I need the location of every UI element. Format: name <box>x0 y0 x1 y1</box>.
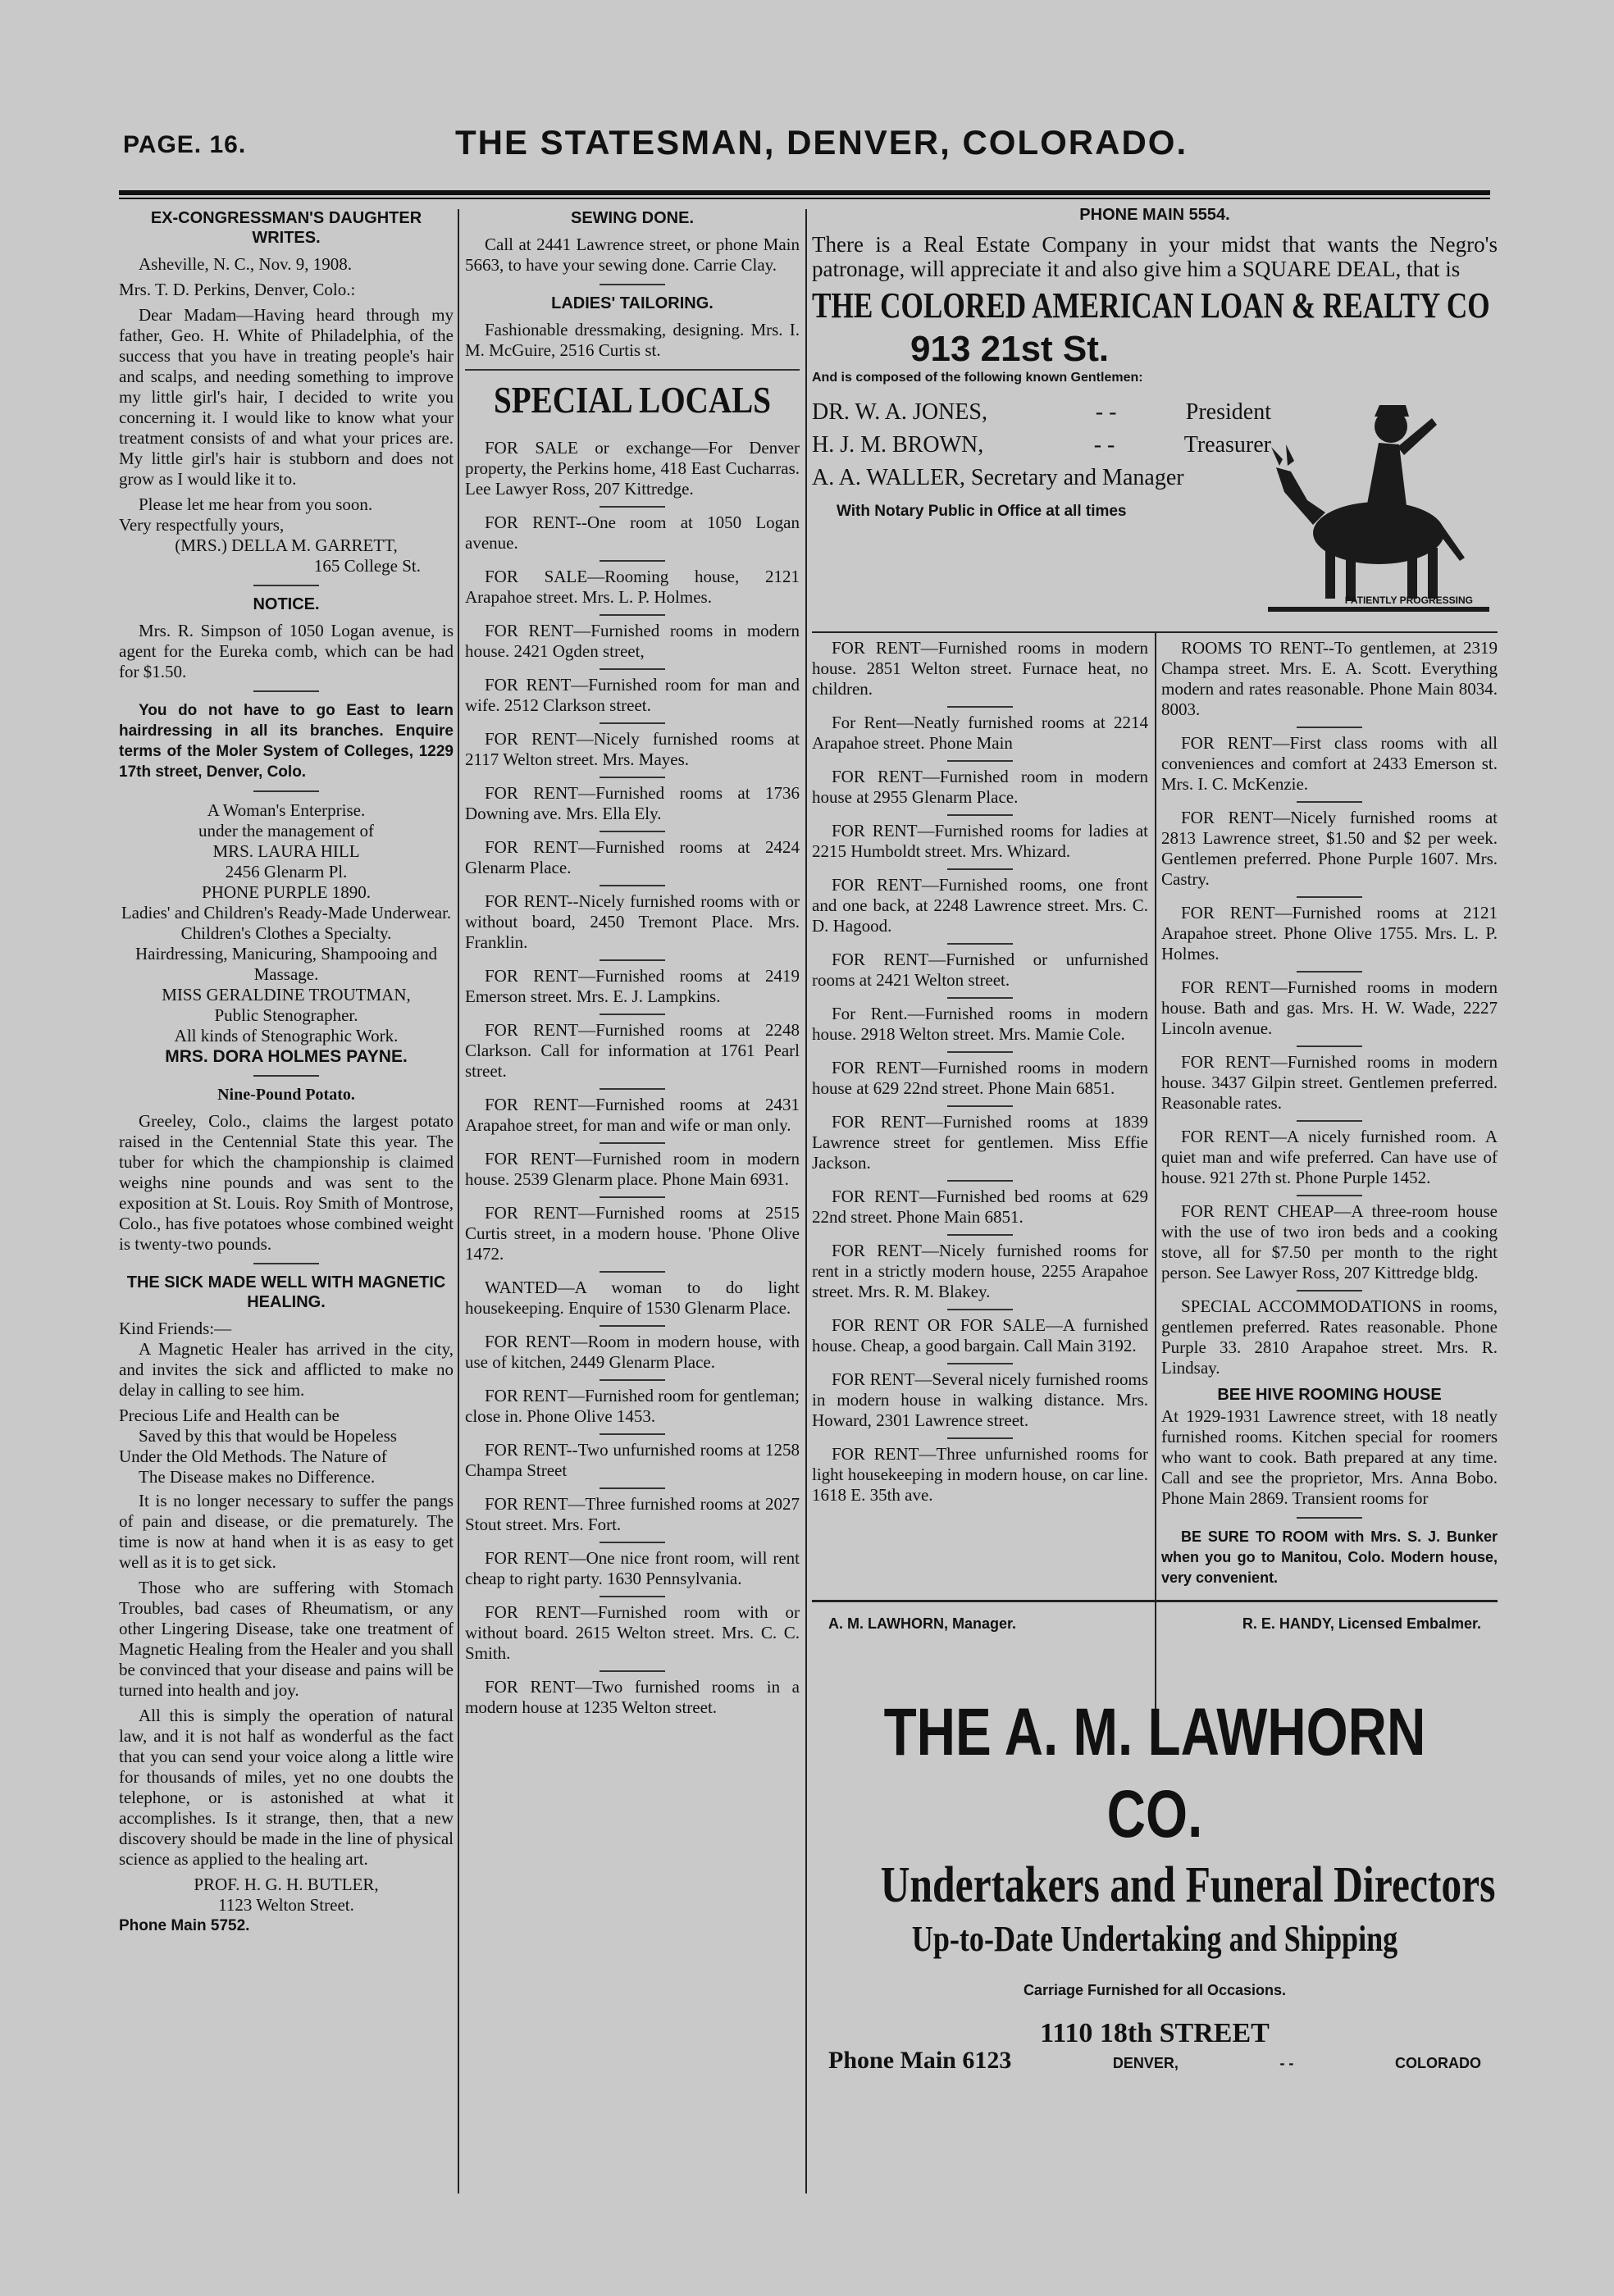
donkey-rider-icon <box>1268 369 1489 615</box>
letter-addressee: Mrs. T. D. Perkins, Denver, Colo.: <box>119 280 356 299</box>
emblem-caption: PATIENTLY PROGRESSING <box>1344 594 1473 606</box>
divider <box>1297 727 1362 728</box>
divider <box>947 1105 1013 1107</box>
divider <box>600 831 665 832</box>
enterprise-line: Ladies' and Children's Ready-Made Underwear. <box>121 903 452 922</box>
column-divider-1 <box>458 209 459 2194</box>
realty-address: 913 21st St. <box>910 329 1110 369</box>
divider <box>947 1234 1013 1236</box>
classified-ads-column-3 <box>812 638 1148 1595</box>
classified-ad: FOR RENT—Furnished rooms at 1736 Downing ave. Mrs. Ella Ely. <box>465 783 800 823</box>
divider <box>600 560 665 562</box>
divider <box>1297 971 1362 973</box>
lawhorn-manager: A. M. LAWHORN, Manager. <box>828 1615 1017 1632</box>
realty-advertisement <box>812 205 1498 631</box>
columns-3-4 <box>812 205 1498 2198</box>
divider <box>600 959 665 961</box>
sick-verse: Under the Old Methods. The Nature of <box>119 1446 387 1466</box>
lawhorn-city: DENVER, <box>1112 2055 1179 2071</box>
beehive-body: At 1929-1931 Lawrence street, with 18 neatly furnished rooms. Kitchen special for roomers who want to cook. Bath prepared at any time. Call and see the proprietor, Mrs. Anna Bobo. Phone Main 2869. Transient rooms for <box>1161 1406 1498 1508</box>
lawhorn-dashes: - - <box>1279 2055 1294 2071</box>
divider <box>947 760 1013 762</box>
sewing-heading: SEWING DONE. <box>570 209 694 227</box>
divider <box>600 1596 665 1597</box>
classified-ad: FOR RENT—Furnished rooms at 2431 Arapahoe street, for man and wife or man only. <box>465 1095 800 1135</box>
bunker-ad: BE SURE TO ROOM with Mrs. S. J. Bunker when you go to Manitou, Colo. Modern house, very convenient. <box>1161 1528 1498 1586</box>
letter-dateline: Asheville, N. C., Nov. 9, 1908. <box>139 254 352 274</box>
enterprise-line: PHONE PURPLE 1890. <box>202 882 371 902</box>
letter-signer-address: 165 College St. <box>313 556 421 576</box>
classified-ad: FOR RENT—Furnished rooms in modern house. Bath and gas. Mrs. H. W. Wade, 2227 Lincoln avenue. <box>1161 977 1498 1038</box>
classified-ad: FOR RENT—Nicely furnished rooms for rent in a strictly modern house, 2255 Arapahoe street. Mrs. R. M. Blakey. <box>812 1241 1148 1301</box>
column-divider-2 <box>805 209 807 2194</box>
divider <box>600 1196 665 1198</box>
divider <box>253 1263 319 1264</box>
enterprise-line: MISS GERALDINE TROUTMAN, <box>162 985 411 1004</box>
divider <box>947 997 1013 999</box>
enterprise-line: Children's Clothes a Specialty. <box>180 923 392 943</box>
classified-ad: FOR RENT—Furnished rooms, one front and one back, at 2248 Lawrence street. Mrs. C. D. Hagood. <box>812 875 1148 936</box>
classified-ad: FOR RENT—Furnished rooms at 2121 Arapahoe street. Phone Olive 1755. Mrs. L. P. Holmes. <box>1161 903 1498 963</box>
divider <box>1297 801 1362 803</box>
divider <box>1297 1195 1362 1196</box>
notice-heading: NOTICE. <box>253 595 320 613</box>
classified-ad: For Rent.—Furnished rooms in modern house. 2918 Welton street. Mrs. Mamie Cole. <box>812 1004 1148 1044</box>
sick-paragraph: It is no longer necessary to suffer the pangs of pain and disease, or die prematurely. The time is now at hand when it is as easy to get well as it is to get sick. <box>119 1491 454 1572</box>
rental-columns <box>812 638 1498 1595</box>
potato-body: Greeley, Colo., claims the largest potato raised in the Centennial State this year. The tuber for which the championship is claimed weighs nine pounds and was sent to the exposition at St. Louis. Roy Smith of Montrose, Colo., has five potatoes whose combined weight is twenty-two pounds. <box>119 1111 454 1254</box>
enterprise-line: Public Stenographer. <box>214 1005 358 1025</box>
potato-heading: Nine-Pound Potato. <box>217 1086 355 1104</box>
classified-ad: FOR RENT—Furnished rooms at 2419 Emerson street. Mrs. E. J. Lampkins. <box>465 966 800 1006</box>
classified-ad: FOR RENT—A nicely furnished room. A quiet man and wife preferred. Can have use of house. 921 27th st. Phone Purple 1452. <box>1161 1127 1498 1187</box>
classified-ad: FOR RENT—Room in modern house, with use of kitchen, 2449 Glenarm Place. <box>465 1332 800 1372</box>
lawhorn-carriage: Carriage Furnished for all Occasions. <box>1023 1982 1287 1998</box>
officer-name: A. A. WALLER, Secretary and Manager <box>812 465 1184 490</box>
sick-signer: PROF. H. G. H. BUTLER, <box>194 1875 379 1894</box>
classified-ad: FOR RENT--Two unfurnished rooms at 1258 Champa Street <box>465 1440 800 1480</box>
divider <box>947 1309 1013 1310</box>
divider <box>947 706 1013 708</box>
beehive-heading: BEE HIVE ROOMING HOUSE <box>1217 1386 1442 1404</box>
divider <box>600 614 665 616</box>
classified-ad: FOR RENT—Furnished room for gentleman; close in. Phone Olive 1453. <box>465 1386 800 1426</box>
classified-ad: FOR RENT—Furnished rooms in modern house. 2851 Welton street. Furnace heat, no children. <box>812 638 1148 699</box>
divider <box>947 943 1013 945</box>
lawhorn-subtitle: Undertakers and Funeral Directors <box>880 1857 1496 1913</box>
classified-ad: FOR RENT OR FOR SALE—A furnished house. Cheap, a good bargain. Call Main 3192. <box>812 1315 1148 1355</box>
officer-title: President <box>1185 399 1271 425</box>
classified-ad: FOR RENT—Furnished rooms at 2424 Glenarm Place. <box>465 837 800 877</box>
column-1 <box>119 205 454 2198</box>
classified-ad: FOR SALE—Rooming house, 2121 Arapahoe street. Mrs. L. P. Holmes. <box>465 567 800 607</box>
sick-paragraph: A Magnetic Healer has arrived in the city, and invites the sick and afflicted to make no delay in calling to see him. <box>119 1339 454 1400</box>
divider <box>600 1670 665 1672</box>
classified-ad: FOR RENT—Furnished room with or without board. 2615 Welton street. Mrs. C. C. Smith. <box>465 1602 800 1663</box>
classified-ad: FOR RENT—Furnished rooms at 1839 Lawrence street for gentlemen. Miss Effie Jackson. <box>812 1112 1148 1173</box>
lawhorn-embalmer: R. E. HANDY, Licensed Embalmer. <box>1242 1615 1481 1632</box>
column-2 <box>465 205 800 2198</box>
classified-ad: FOR RENT—One nice front room, will rent cheap to right party. 1630 Pennsylvania. <box>465 1548 800 1588</box>
divider <box>1297 1120 1362 1122</box>
divider <box>947 1180 1013 1182</box>
enterprise-line: under the management of <box>198 821 374 840</box>
divider <box>947 868 1013 870</box>
divider <box>600 1271 665 1273</box>
enterprise-line: MRS. LAURA HILL <box>212 841 360 861</box>
divider <box>600 506 665 508</box>
classified-ads-list <box>465 438 800 1718</box>
lawhorn-subtitle-2: Up-to-Date Undertaking and Shipping <box>911 1919 1398 1959</box>
classified-ad: WANTED—A woman to do light housekeeping. Enquire of 1530 Glenarm Place. <box>465 1278 800 1318</box>
divider <box>600 885 665 886</box>
sick-verse: Saved by this that would be Hopeless <box>139 1426 397 1446</box>
special-locals-heading: SPECIAL LOCALS <box>494 379 771 421</box>
sick-heading: THE SICK MADE WELL WITH MAGNETIC HEALING. <box>126 1273 446 1311</box>
lawhorn-advertisement <box>812 1614 1498 2074</box>
divider <box>1297 1046 1362 1047</box>
realty-officer <box>812 429 1271 462</box>
classified-ad: FOR RENT—Furnished room in modern house at 2955 Glenarm Place. <box>812 767 1148 807</box>
letter-signer: (MRS.) DELLA M. GARRETT, <box>175 535 398 555</box>
classified-ad: FOR RENT—Two furnished rooms in a modern house at 1235 Welton street. <box>465 1677 800 1717</box>
classified-ad: FOR SALE or exchange—For Denver property, the Perkins home, 418 East Cucharras. Lee Lawyer Ross, 207 Kittredge. <box>465 438 800 499</box>
lawhorn-phone: Phone Main 6123 <box>828 2047 1012 2074</box>
realty-notary: With Notary Public in Office at all times <box>837 503 1127 520</box>
classified-ad: FOR RENT—Furnished or unfurnished rooms at 2421 Welton street. <box>812 950 1148 990</box>
divider <box>812 1600 1498 1602</box>
divider <box>253 1075 319 1077</box>
moler-ad: You do not have to go East to learn hairdressing in all its branches. Enquire terms of the Moler System of Colleges, 1229 17th street, Denver, Colo. <box>119 702 454 781</box>
divider <box>947 1051 1013 1053</box>
enterprise-line: Hairdressing, Manicuring, Shampooing and Massage. <box>134 944 438 984</box>
divider <box>812 631 1498 633</box>
classified-ad: FOR RENT—Furnished rooms for ladies at 2215 Humboldt street. Mrs. Whizard. <box>812 821 1148 861</box>
divider <box>600 668 665 670</box>
enterprise-line: MRS. DORA HOLMES PAYNE. <box>165 1047 408 1066</box>
officer-dashes: - - <box>1095 399 1117 425</box>
divider <box>600 1542 665 1543</box>
officer-dashes: - - <box>1093 432 1115 458</box>
classified-ad: FOR RENT—First class rooms with all conveniences and comfort at 2433 Emerson st. Mrs. I. C. McKenzie. <box>1161 733 1498 794</box>
classified-ad: FOR RENT—Nicely furnished rooms at 2117 Welton street. Mrs. Mayes. <box>465 729 800 769</box>
divider <box>600 1014 665 1015</box>
classified-ad: FOR RENT—Furnished rooms in modern house. 3437 Gilpin street. Gentlemen preferred. Reasonable rates. <box>1161 1052 1498 1113</box>
divider <box>947 1437 1013 1439</box>
divider <box>253 790 319 792</box>
divider <box>253 690 319 692</box>
realty-officer <box>812 396 1271 429</box>
lawhorn-staff <box>812 1614 1498 1634</box>
divider <box>600 777 665 778</box>
divider <box>600 1325 665 1327</box>
sick-paragraph: All this is simply the operation of natural law, and it is not half as wonderful as the fact that you can send your voice along a little wire for thousands of miles, yet no one doubts the telephone, or is astonished at what it accomplishes. Is it strange, then, that a new discovery should be made in the line of physical science as applied to the healing art. <box>119 1706 454 1869</box>
divider <box>947 1363 1013 1364</box>
realty-company-name: THE COLORED AMERICAN LOAN & REALTY CO <box>812 285 1490 326</box>
divider <box>600 1142 665 1144</box>
officer-name: DR. W. A. JONES, <box>812 399 987 425</box>
classified-ad: FOR RENT—Three unfurnished rooms for light housekeeping in modern house, on car line. 1618 E. 35th ave. <box>812 1444 1148 1505</box>
lawhorn-state: COLORADO <box>1394 2055 1481 2071</box>
page-number: PAGE. 16. <box>123 131 247 158</box>
classified-ad: For Rent—Neatly furnished rooms at 2214 Arapahoe street. Phone Main <box>812 713 1148 753</box>
divider <box>465 369 800 371</box>
classified-ad: FOR RENT—Furnished rooms in modern house. 2421 Ogden street, <box>465 621 800 661</box>
sick-greeting: Kind Friends:— <box>119 1319 232 1338</box>
classified-ad: FOR RENT—Several nicely furnished rooms in modern house in walking distance. Mrs. Howard, 2301 Lawrence street. <box>812 1369 1148 1430</box>
realty-officer <box>812 462 1271 494</box>
classified-ad: FOR RENT—Furnished room in modern house. 2539 Glenarm place. Phone Main 6931. <box>465 1149 800 1189</box>
classified-ad: FOR RENT—Furnished rooms at 2248 Clarkson. Call for information at 1761 Pearl street. <box>465 1020 800 1081</box>
letter-heading: EX-CONGRESSMAN'S DAUGHTER WRITES. <box>150 209 422 247</box>
classified-ad: ROOMS TO RENT--To gentlemen, at 2319 Champa street. Mrs. E. A. Scott. Everything modern and rates reasonable. Phone Main 8034. 8003. <box>1161 638 1498 719</box>
divider <box>1297 1290 1362 1292</box>
divider <box>600 1379 665 1381</box>
classified-ad: FOR RENT—Furnished rooms at 2515 Curtis street, in a modern house. 'Phone Olive 1472. <box>465 1203 800 1264</box>
classified-ad: FOR RENT—Nicely furnished rooms at 2813 Lawrence street, $1.50 and $2 per week. Gentlemen preferred. Phone Purple 1607. Mrs. Castry. <box>1161 808 1498 889</box>
sick-address: 1123 Welton Street. <box>218 1895 354 1915</box>
tailoring-body: Fashionable dressmaking, designing. Mrs. I. M. McGuire, 2516 Curtis st. <box>465 320 800 360</box>
sick-verse: Precious Life and Health can be <box>119 1405 340 1425</box>
masthead-rule <box>119 190 1490 199</box>
tailoring-heading: LADIES' TAILORING. <box>551 294 714 312</box>
classified-ads-column-4 <box>1161 638 1498 1595</box>
sick-paragraph: Those who are suffering with Stomach Troubles, bad cases of Rheumatism, or any other Lingering Disease, take one treatment of Magnetic Healing from the Healer and you shall be convinced that your disease and pains will be turned into health and joy. <box>119 1578 454 1700</box>
classified-ads-list <box>1161 638 1498 1378</box>
letter-body: Dear Madam—Having heard through my father, Geo. H. White of Philadelphia, of the success that you have in treating people's hair and scalps, and needing something to improve my little girl's hair, I decided to write you concerning it. I would like to know what your treatment consists of and what your prices are. My little girl's hair is stubborn and does not grow as I would like it to. <box>119 305 454 489</box>
divider <box>600 1487 665 1489</box>
newspaper-title: THE STATESMAN, DENVER, COLORADO. <box>455 123 1188 162</box>
divider <box>253 585 319 586</box>
masthead <box>0 0 1614 189</box>
divider <box>1297 896 1362 898</box>
sick-phone: Phone Main 5752. <box>119 1917 250 1934</box>
realty-intro: There is a Real Estate Company in your midst that wants the Negro's patronage, will appreciate it and also give him a SQUARE DEAL, that is <box>812 232 1498 281</box>
enterprise-line: 2456 Glenarm Pl. <box>225 862 348 882</box>
lawhorn-company-name: THE A. M. LAWHORN CO. <box>883 1695 1426 1852</box>
enterprise-line: All kinds of Stenographic Work. <box>174 1026 399 1046</box>
lawhorn-street: 1110 18th STREET <box>1040 2018 1270 2048</box>
letter-closing: Please let me hear from you soon. <box>139 494 373 514</box>
divider <box>600 284 665 285</box>
divider <box>1297 1517 1362 1519</box>
lawhorn-contact <box>812 2047 1498 2074</box>
classified-ad: FOR RENT—Furnished rooms in modern house at 629 22nd street. Phone Main 6851. <box>812 1058 1148 1098</box>
divider <box>600 1433 665 1435</box>
classified-ad: FOR RENT CHEAP—A three-room house with the use of two iron beds and a cooking stove, all for $7.50 per month to the right person. See Lawyer Ross, 207 Kittredge bldg. <box>1161 1201 1498 1282</box>
classified-ad: FOR RENT—Three furnished rooms at 2027 Stout street. Mrs. Fort. <box>465 1494 800 1534</box>
classified-ad: FOR RENT—Furnished bed rooms at 629 22nd street. Phone Main 6851. <box>812 1187 1148 1227</box>
realty-phone: PHONE MAIN 5554. <box>1079 206 1230 224</box>
letter-closing: Very respectfully yours, <box>119 515 285 535</box>
sick-verse: The Disease makes no Difference. <box>139 1467 376 1487</box>
classified-ad: FOR RENT--Nicely furnished rooms with or without board, 2450 Tremont Place. Mrs. Franklin. <box>465 891 800 952</box>
officer-title: Treasurer <box>1183 432 1271 458</box>
realty-composed-line: And is composed of the following known Gentlemen: <box>812 371 1143 385</box>
divider <box>947 814 1013 816</box>
divider <box>600 1088 665 1090</box>
classified-ad: SPECIAL ACCOMMODATIONS in rooms, gentlemen preferred. Rates reasonable. Phone Purple 33. 2810 Arapahoe street. Mrs. R. Lindsay. <box>1161 1296 1498 1378</box>
sewing-body: Call at 2441 Lawrence street, or phone Main 5663, to have your sewing done. Carrie Clay. <box>465 235 800 275</box>
notice-body: Mrs. R. Simpson of 1050 Logan avenue, is agent for the Eureka comb, which can be had for $1.50. <box>119 621 454 681</box>
classified-ad: FOR RENT--One room at 1050 Logan avenue. <box>465 512 800 553</box>
divider <box>600 722 665 724</box>
enterprise-line: A Woman's Enterprise. <box>207 800 366 820</box>
classified-ad: FOR RENT—Furnished room for man and wife. 2512 Clarkson street. <box>465 675 800 715</box>
officer-name: H. J. M. BROWN, <box>812 432 984 458</box>
